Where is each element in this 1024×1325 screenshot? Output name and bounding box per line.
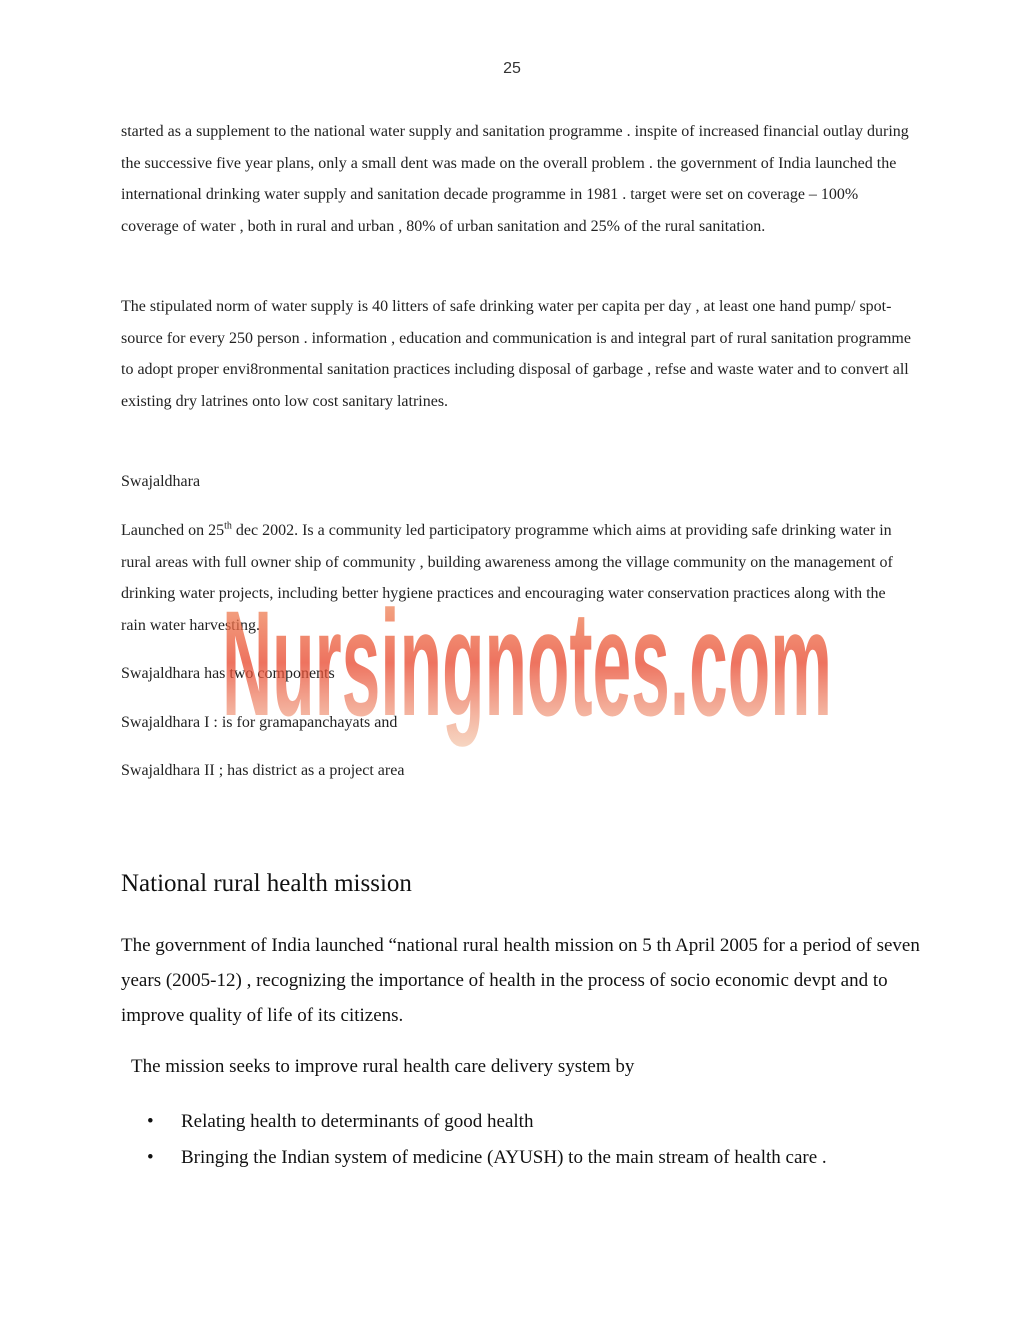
nrhm-intro-text: The government of India launched “national rural health mission on 5 th April 2005 for a period of seven years (2005-12) , recognizing the importance of health in the process of socio economic devpt and to improve quality of life of its citizens. bbox=[121, 935, 920, 1026]
watermark-text: Nursingnotes.com bbox=[222, 579, 832, 747]
date-superscript: th bbox=[224, 520, 232, 532]
nrhm-mission-text: The mission seeks to improve rural health care delivery system by bbox=[131, 1056, 635, 1077]
paragraph-swajaldhara bbox=[121, 515, 911, 641]
component-one-block bbox=[121, 711, 911, 735]
intro-text: started as a supplement to the national water supply and sanitation programme . inspite of increased financial outlay during the successive five year plans, only a small dent was made on the overall problem . the government of India launched the international drinking water supply and sanitation decade programme in 1981 . target were set on coverage – 100% coverage of water , both in rural and urban , 80% of urban sanitation and 25% of the rural sanitation. bbox=[121, 123, 909, 235]
components-heading: Swajaldhara has two components bbox=[121, 665, 335, 682]
swajaldhara-description: dec 2002. Is a community led participatory programme which aims at providing safe drinking water in rural areas with full owner ship of community , building awareness among the village community on the management of drinking water projects, including better hygiene practices and encouraging water conservation practices along with the rain water harvesting. bbox=[121, 522, 893, 634]
page-number: 25 bbox=[503, 60, 521, 77]
bullet-list bbox=[121, 1104, 921, 1176]
water-norm-text: The stipulated norm of water supply is 40 litters of safe drinking water per capita per day , at least one hand pump/ spot- source for every 250 person . information , education and communication is and integral part of rural sanitation programme to adopt proper envi8ronmental sanitation practices including disposal of garbage , refse and waste water and to convert all existing dry latrines onto low cost sanitary latrines. bbox=[121, 298, 911, 410]
paragraph-water-norm bbox=[121, 291, 911, 417]
swajaldhara-text bbox=[121, 515, 911, 641]
component-one: Swajaldhara I : is for gramapanchayats and bbox=[121, 714, 398, 731]
launch-date-prefix: Launched on 25 bbox=[121, 522, 225, 539]
swajaldhara-title: Swajaldhara bbox=[121, 473, 201, 490]
nrhm-mission-block bbox=[131, 1049, 921, 1084]
components-block bbox=[121, 662, 911, 686]
list-item bbox=[121, 1104, 921, 1140]
bullet-text: Relating health to determinants of good health bbox=[181, 1111, 534, 1132]
nrhm-intro-block bbox=[121, 928, 921, 1033]
section-heading: National rural health mission bbox=[121, 870, 412, 897]
paragraph-intro bbox=[121, 116, 911, 242]
bullet-icon: • bbox=[147, 1111, 154, 1132]
component-two-block bbox=[121, 759, 911, 783]
component-two: Swajaldhara II ; has district as a project area bbox=[121, 762, 405, 779]
swajaldhara-label-block bbox=[121, 470, 911, 494]
bullet-icon: • bbox=[147, 1147, 154, 1168]
bullet-text: Bringing the Indian system of medicine (AYUSH) to the main stream of health care . bbox=[181, 1147, 827, 1168]
list-item bbox=[121, 1140, 921, 1176]
